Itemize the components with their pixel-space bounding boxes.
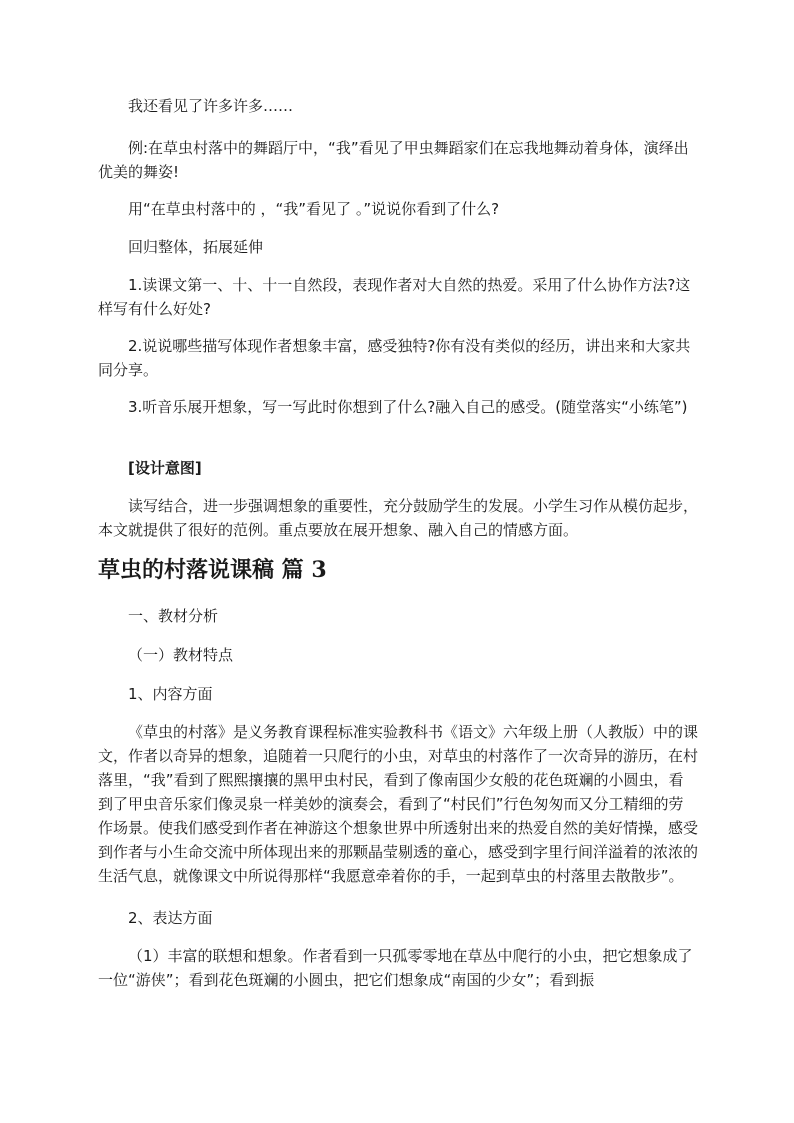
heading-textbook-analysis: 一、教材分析 bbox=[128, 607, 219, 625]
paragraph-imagination: （1）丰富的联想和想象。作者看到一只孤零零地在草丛中爬行的小虫，把它想象成了一位“游侠”；看到花色斑斓的小圆虫，把它们想象成“南国的少女”；看到振 bbox=[98, 947, 693, 989]
paragraph-example: 例:在草虫村落中的舞蹈厅中，“我”看见了甲虫舞蹈家们在忘我地舞动着身体，演绎出优美的舞姿! bbox=[98, 139, 689, 181]
heading-content-aspect: 1、内容方面 bbox=[128, 685, 213, 703]
heading-textbook-features: （一）教材特点 bbox=[128, 646, 234, 664]
paragraph-task-2: 2.说说哪些描写体现作者想象丰富，感受独特?你有没有类似的经历，讲出来和大家共同分享。 bbox=[98, 337, 691, 379]
paragraph-task-3: 3.听音乐展开想象，写一写此时你想到了什么?融入自己的感受。(随堂落实“小练笔”) bbox=[128, 398, 688, 416]
paragraph-many-more: 我还看见了许多许多…… bbox=[128, 97, 294, 115]
design-intent-label: [设计意图] bbox=[128, 459, 202, 477]
paragraph-design-intent: 读写结合，进一步强调想象的重要性，充分鼓励学生的发展。小学生习作从模仿起步，本文就提供了很好的范例。重点要放在展开想象、融入自己的情感方面。 bbox=[98, 497, 699, 539]
paragraph-prompt: 用“在草虫村落中的 ，“我”看见了 。”说说你看到了什么? bbox=[128, 200, 500, 218]
heading-expression-aspect: 2、表达方面 bbox=[128, 909, 213, 927]
paragraph-content-description: 《草虫的村落》是义务教育课程标准实验教科书《语文》六年级上册（人教版）中的课文，作者以奇异的想象，追随着一只爬行的小虫，对草虫的村落作了一次奇异的游历，在村落里，“我”看到了熙熙攘攘的黑甲虫村民，看到了像南国少女般的花色斑斓的小圆虫，看到了甲虫音乐家们像灵泉一样美妙的演奏会，看到了“村民们”行色匆匆而又分工精细的劳作场景。使我们感受到作者在神游这个想象世界中所透射出来的热爱自然的美好情操，感受到作者与小生命交流中所体现出来的那颗晶莹剔透的童心，感受到字里行间洋溢着的浓浓的生活气息，就像课文中所说得那样“我愿意牵着你的手，一起到草虫的村落里去散散步”。 bbox=[98, 723, 699, 885]
section-title: 草虫的村落说课稿 篇 3 bbox=[98, 557, 327, 583]
paragraph-task-1: 1.读课文第一、十、十一自然段，表现作者对大自然的热爱。采用了什么协作方法?这样写有什么好处? bbox=[98, 276, 691, 318]
paragraph-return-whole: 回归整体，拓展延伸 bbox=[128, 238, 264, 256]
